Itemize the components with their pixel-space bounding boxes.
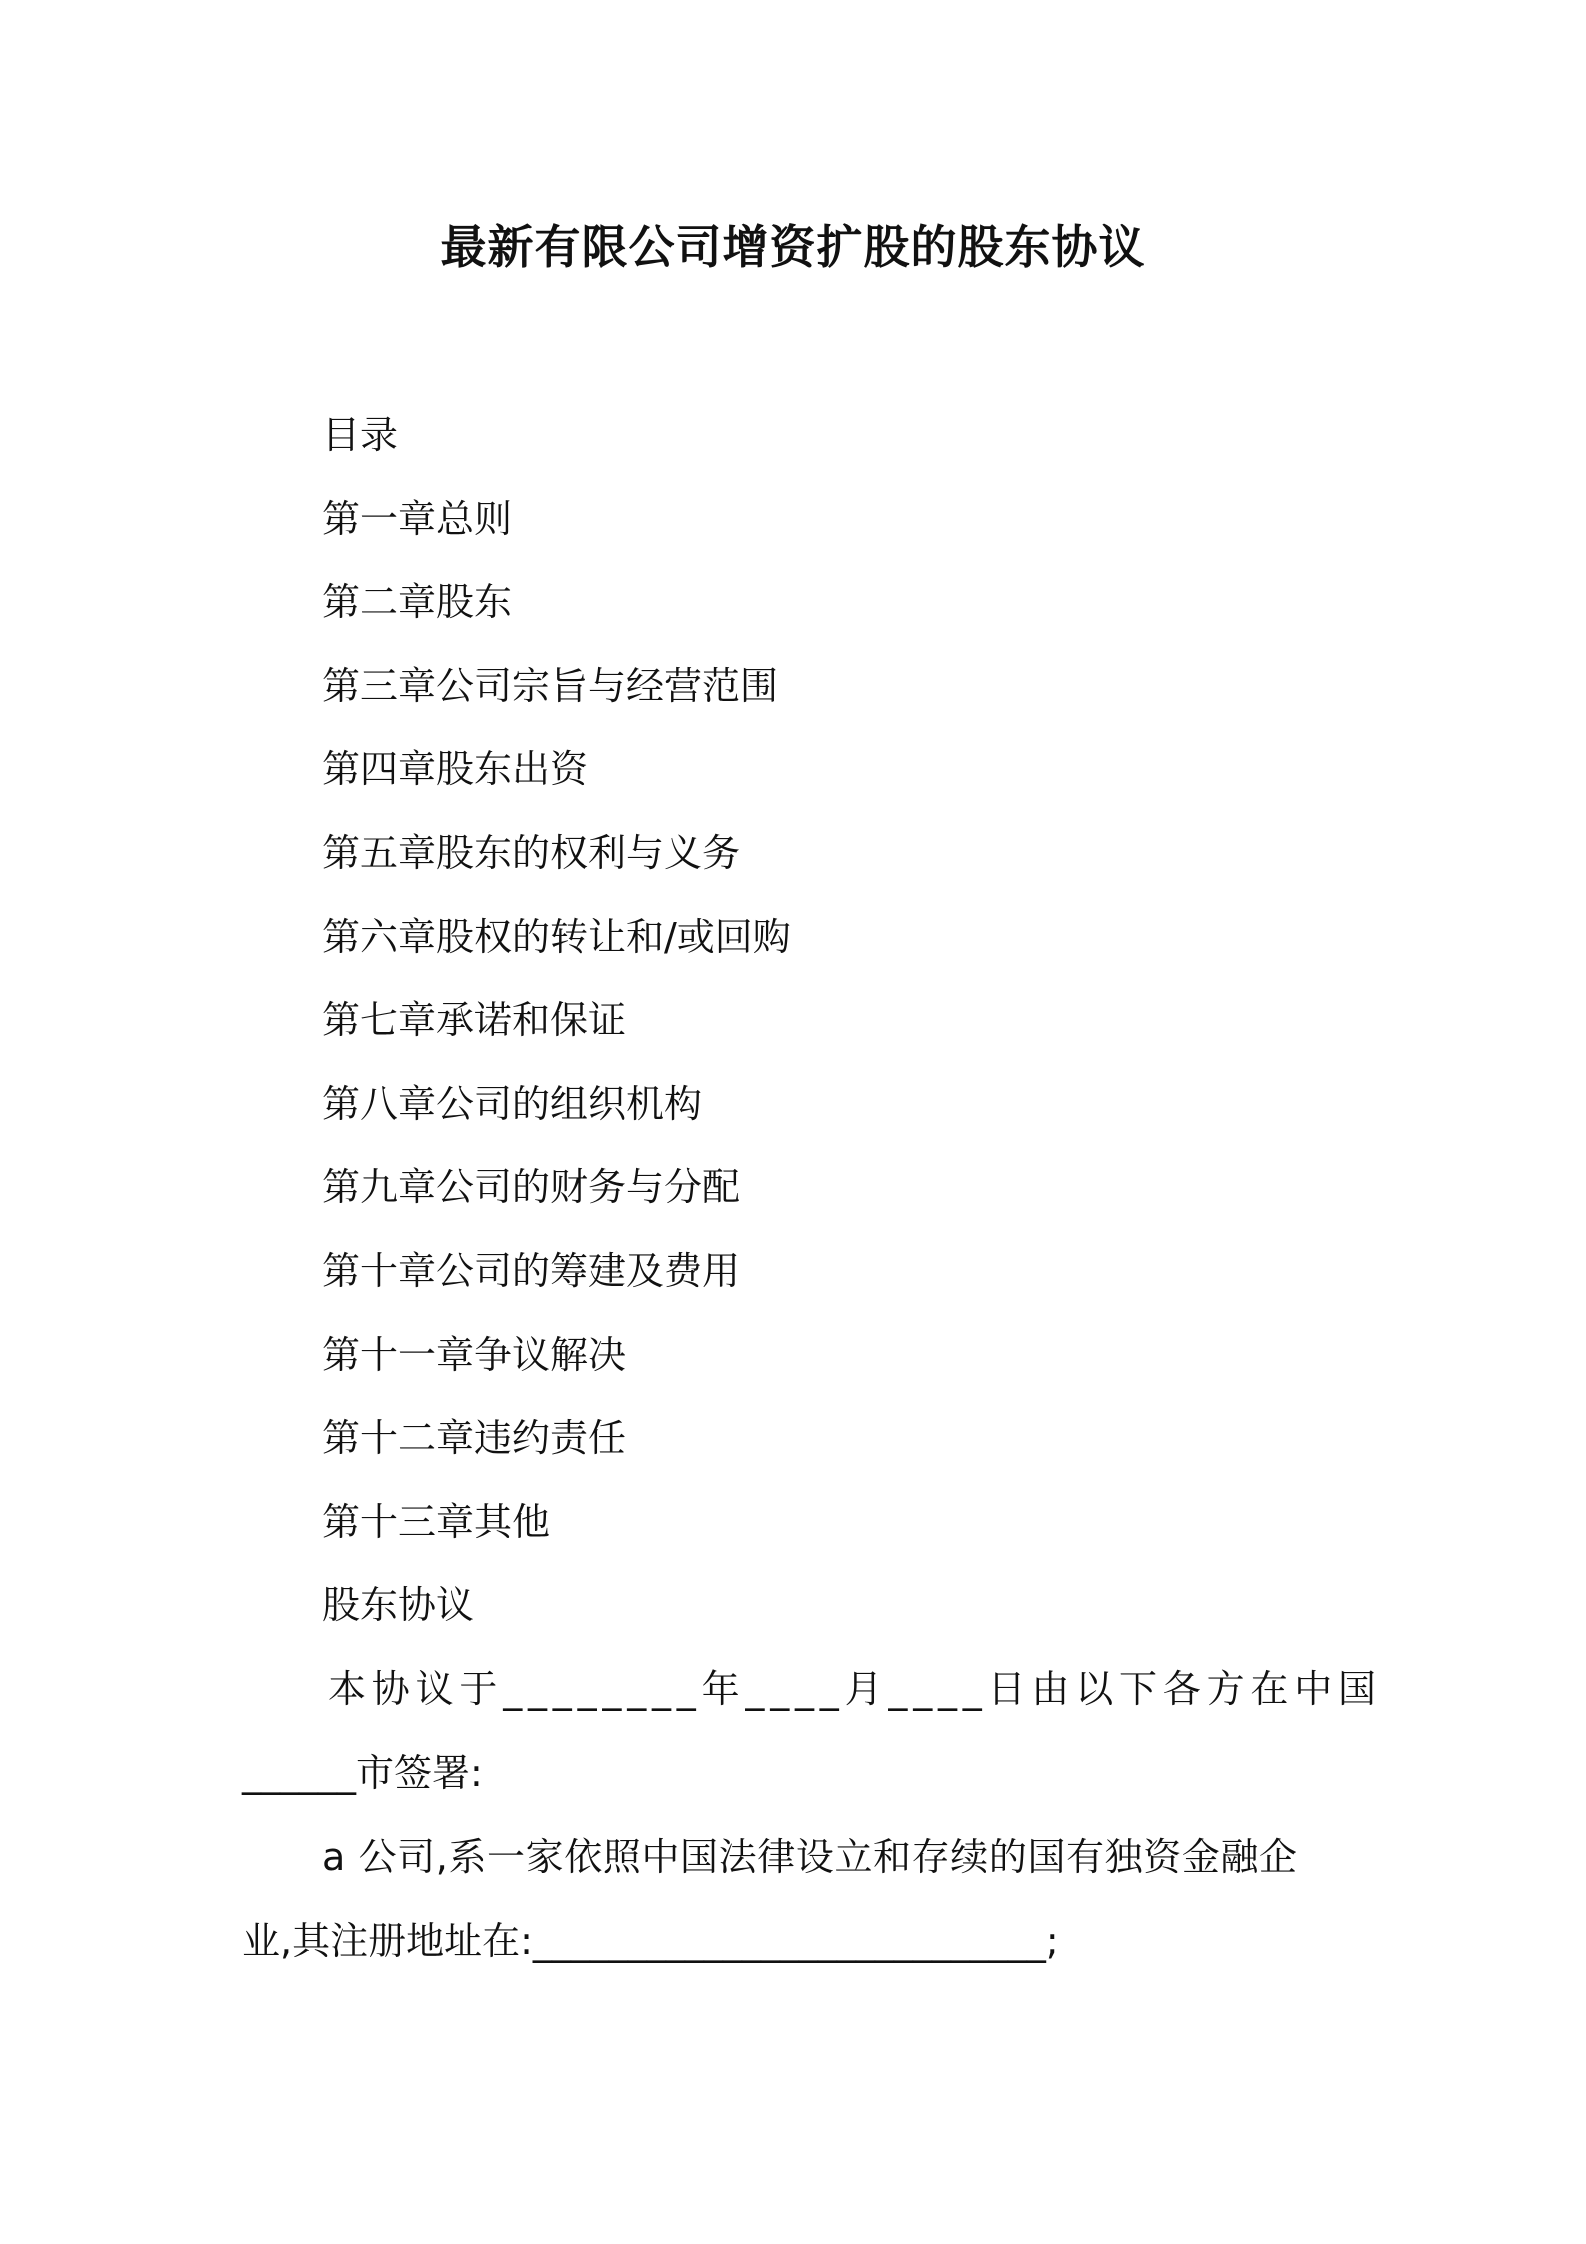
table-of-contents xyxy=(322,402,791,1656)
toc-item-chapter-4: 第四章股东出资 xyxy=(322,747,589,792)
toc-item-chapter-8: 第八章公司的组织机构 xyxy=(322,1081,703,1126)
toc-item-chapter-1: 第一章总则 xyxy=(322,496,513,541)
toc-heading: 目录 xyxy=(322,413,399,457)
toc-item-chapter-13: 第十三章其他 xyxy=(322,1499,551,1544)
toc-item-chapter-11: 第十一章争议解决 xyxy=(322,1332,627,1377)
document-title: 最新有限公司增资扩股的股东协议 xyxy=(440,220,1146,274)
party-a-line-2: 业,其注册地址在:___________________________; xyxy=(242,1919,1059,1963)
intro-line-1: 本协议于________年____月____日由以下各方在中国 xyxy=(328,1667,1382,1711)
toc-item-chapter-12: 第十二章违约责任 xyxy=(322,1416,627,1461)
toc-item-chapter-9: 第九章公司的财务与分配 xyxy=(322,1165,741,1210)
agreement-heading: 股东协议 xyxy=(322,1583,475,1628)
toc-item-chapter-6: 第六章股权的转让和/或回购 xyxy=(322,914,791,959)
toc-item-chapter-5: 第五章股东的权利与义务 xyxy=(322,830,741,875)
toc-item-chapter-7: 第七章承诺和保证 xyxy=(322,998,627,1043)
toc-item-chapter-2: 第二章股东 xyxy=(322,580,513,625)
intro-line-2: ______市签署: xyxy=(242,1751,483,1795)
toc-item-chapter-3: 第三章公司宗旨与经营范围 xyxy=(322,663,779,708)
toc-item-chapter-10: 第十章公司的筹建及费用 xyxy=(322,1248,741,1293)
party-a-line-1: a 公司,系一家依照中国法律设立和存续的国有独资金融企 xyxy=(322,1835,1298,1879)
